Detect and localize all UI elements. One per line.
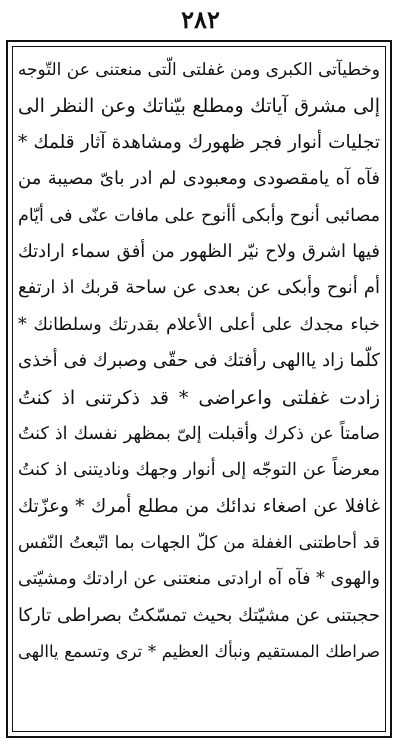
text-line: معرضاً عن التوجّه إلی أنوار وجهك ونادیتنی اذ کنتُ — [18, 460, 380, 481]
text-line: صامتاً عن ذکرك وأقبلت إلیّ بمظهر نفسك اذ کنتُ — [18, 423, 380, 444]
text-line: کلّما زاد یاالهی رأفتك فی حقّی وصبرك فی أخذی — [18, 350, 380, 372]
text-line: حجبتنی عن مشیّتك بحیث تمسّکتُ بصراطی تارکا — [18, 604, 380, 626]
text-block — [18, 52, 380, 671]
text-line: صراطك المستقیم ونبأك العظیم * تری وتسمع یاالهی — [18, 642, 380, 662]
text-line: زادت غفلتی واعراضی * قد ذکرتنی اذ کنتُ — [18, 386, 380, 409]
text-line: فآه آه یامقصودی ومعبودی لم ادر بایّ مصیبة من — [18, 168, 380, 190]
text-line: خباء مجدك علی أعلی الأعلام بقدرتك وسلطانك * — [18, 314, 380, 335]
text-line: غافلا عن اصغاء ندائك من مطلع أمرك * وعزّتك — [18, 495, 380, 517]
text-line: تجلیات أنوار فجر ظهورك ومشاهدة آثار قلمك * — [18, 131, 380, 153]
text-line: فیها اشرق ولاح نیّر الظهور من أفق سماء ارادتك — [18, 240, 380, 262]
text-line: إلی مشرق آیاتك ومطلع بیّناتك وعن النظر الی — [18, 95, 380, 118]
text-line: وخطیآتی الکبری ومن غفلتی الّتی منعتنی عن التّوجه — [18, 60, 380, 80]
text-line: مصائبی أنوح وأبکی أأنوح علی مافات عنّی فی أیّام — [18, 205, 380, 226]
text-line: والهوی * فآه آه ارادتی منعتنی عن ارادتك ومشیّتی — [18, 569, 380, 590]
text-line: أم أنوح وأبکی عن بعدی عن ساحة قربك اذ ارتفع — [18, 277, 380, 299]
page-number: ۲۸۲ — [181, 5, 220, 34]
text-line: قد أحاطتنی الغفلة من کلّ الجهات بما اتّبعتُ النّفس — [18, 533, 380, 554]
